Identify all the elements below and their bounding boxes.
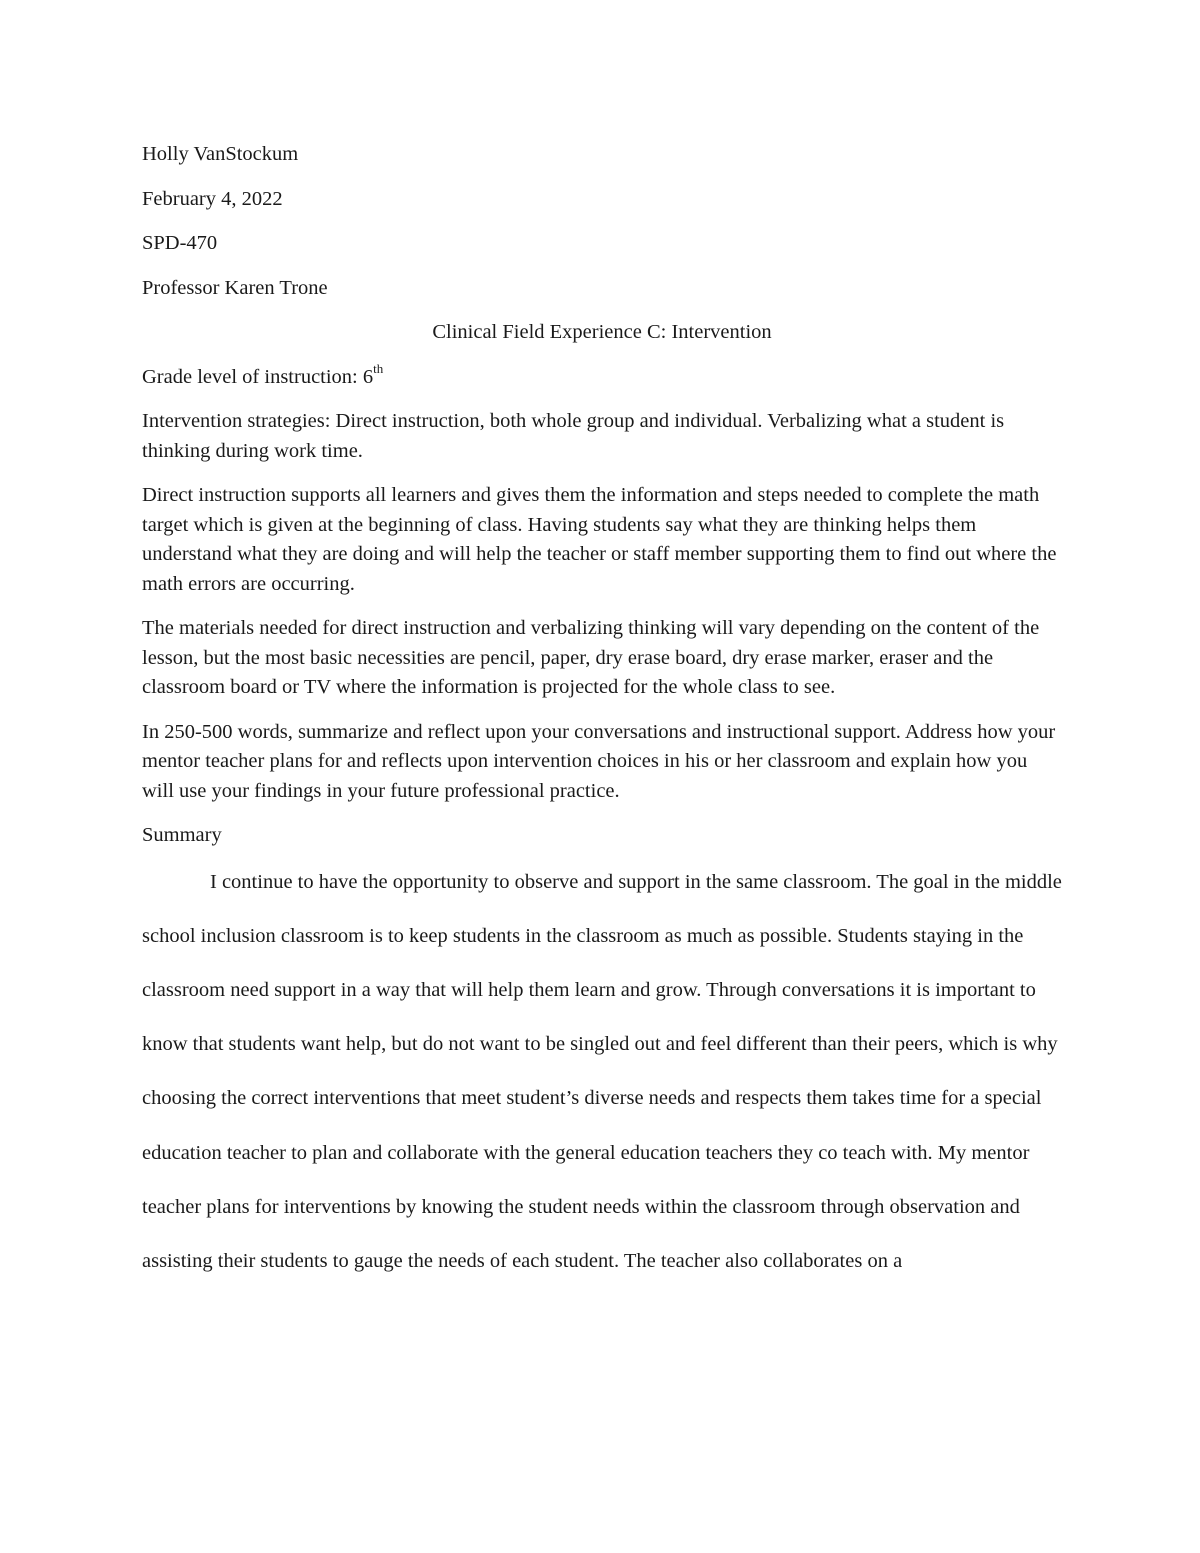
summary-body: I continue to have the opportunity to observe and support in the same classroom. The goal in the middle school inclusion classroom is to keep students in the classroom as much as possible. Students staying in the classroom need support in a way that will help them learn and grow. Through conversations it is important to know that students want help, but do not want to be singled out and feel different than their peers, which is why choosing the correct interventions that meet student’s diverse needs and respects them takes time for a special education teacher to plan and collaborate with the general education teachers they co teach with. My mentor teacher plans for interventions by knowing the student needs within the classroom through observation and assisting their students to gauge the needs of each student. The teacher also collaborates on a <box>142 870 1062 1272</box>
grade-level-label: Grade level of instruction: 6 <box>142 365 374 388</box>
grade-level <box>142 360 1062 393</box>
prompt-paragraph: In 250-500 words, summarize and reflect upon your conversations and instructional support. Address how your mentor teacher plans for and reflects upon intervention choices in his or her classroom and explain how you will use your findings in your future professional practice. <box>142 720 1056 802</box>
document-date: February 4, 2022 <box>142 187 283 210</box>
direct-instruction-paragraph: Direct instruction supports all learners and gives them the information and steps needed to complete the math target which is given at the beginning of class. Having students say what they are thinking helps them understand what they are doing and will help the teacher or staff member supporting them to find out where the math errors are occurring. <box>142 484 1057 595</box>
strategies-paragraph: Intervention strategies: Direct instruction, both whole group and individual. Verbalizing what a student is thinking during work time. <box>142 410 1005 462</box>
document-body <box>142 140 1062 1288</box>
materials-paragraph: The materials needed for direct instruction and verbalizing thinking will vary depending on the content of the lesson, but the most basic necessities are pencil, paper, dry erase board, dry erase marker, eraser and the classroom board or TV where the information is projected for the whole class to see. <box>142 617 1040 698</box>
author-name: Holly VanStockum <box>142 143 299 165</box>
document-title: Clinical Field Experience C: Intervention <box>432 321 772 343</box>
professor-name: Professor Karen Trone <box>142 276 328 299</box>
summary-heading: Summary <box>142 824 222 846</box>
course-code: SPD-470 <box>142 232 218 254</box>
grade-level-suffix: th <box>373 360 384 376</box>
